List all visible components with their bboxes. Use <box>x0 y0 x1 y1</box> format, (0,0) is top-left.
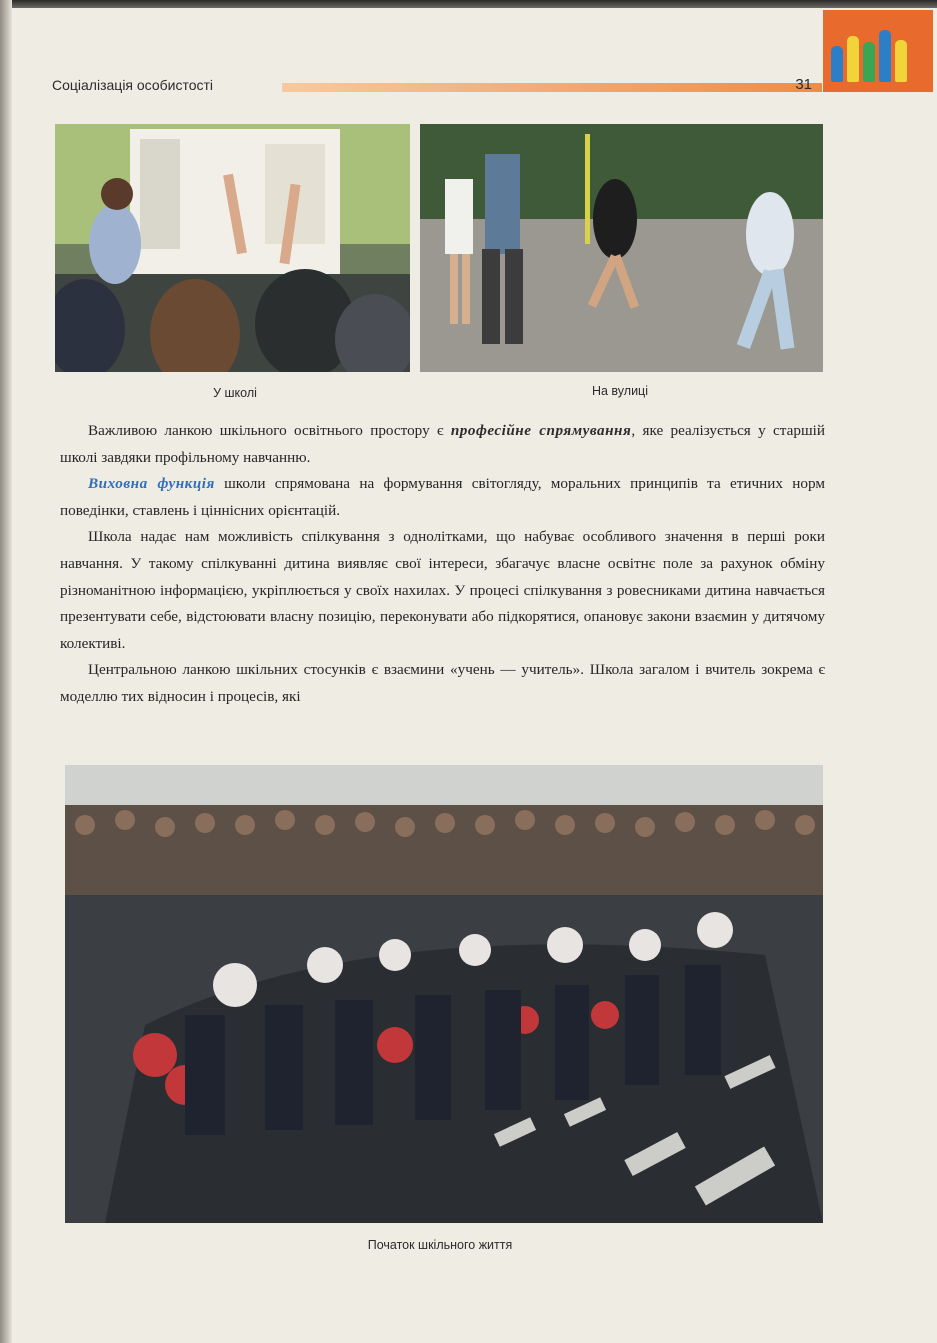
photo-first-school-day <box>65 765 823 1223</box>
header-accent-bar <box>282 83 822 92</box>
paragraph-peers: Школа надає нам можливість спілкування з однолітками, що набуває особливого значення в перші роки навчання. У такому спілкуванні дитина виявляє свої інтереси, збагачує власне освітнє поле за рахунок обміну різноманітною інформацією, укріплюється у своїх нахилах. У процесі спілкування з ровесниками дитина навчається презентувати себе, відстоювати власну позицію, переконувати або підкорятися, опановує закони взаємин у дитячому колективі. <box>60 528 825 652</box>
term-upbringing-function: Виховна функція <box>88 475 215 493</box>
paragraph-upbringing: Виховна функція школи спрямована на формування світогляду, моральних принципів та етичних норм поведінки, ставлень і ціннісних орієнтацій. <box>60 475 825 519</box>
photo-classroom <box>55 124 410 372</box>
caption-classroom: У школі <box>213 386 257 400</box>
paragraph-career: Важливою ланкою шкільного освітнього простору є професійне спрямування, яке реалізується у старшій школі завдяки профільному навчанню. <box>60 422 825 466</box>
body-text <box>60 418 825 711</box>
running-header <box>52 70 822 100</box>
term-career-guidance: професійне спрямування <box>450 422 632 439</box>
section-title: Соціалізація особистості <box>52 77 214 93</box>
paragraph-teacher: Центральною ланкою шкільних стосунків є взаємини «учень — учитель». Школа загалом і вчитель зокрема є моделлю тих відносин і процесів, які <box>60 661 825 705</box>
page-number: 31 <box>795 76 812 93</box>
caption-first-school-day: Початок шкільного життя <box>367 1238 513 1252</box>
page-top-edge <box>0 0 937 8</box>
page-binding-shadow <box>0 0 12 1343</box>
caption-street: На вулиці <box>591 384 648 398</box>
photo-street <box>420 124 823 372</box>
chapter-logo <box>823 10 933 92</box>
